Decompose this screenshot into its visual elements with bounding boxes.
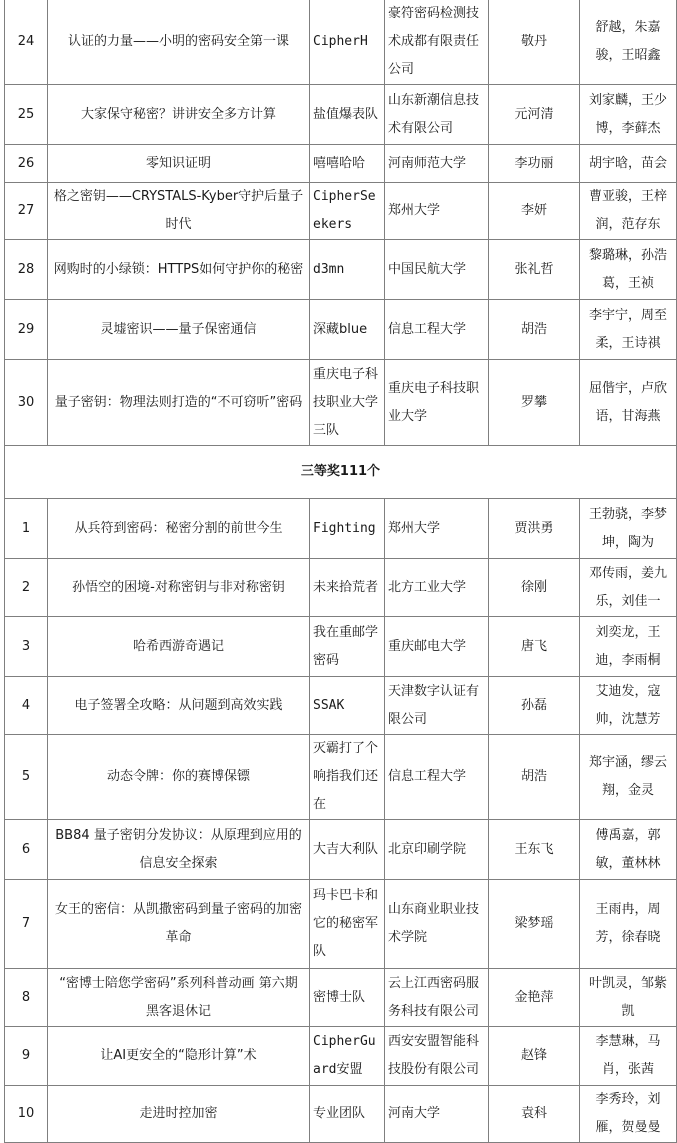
work-title: 让AI更安全的“隐形计算”术 (48, 1027, 310, 1086)
row-number: 10 (5, 1086, 48, 1143)
team-name: 嘻嘻哈哈 (310, 145, 385, 183)
team-members: 曹亚骏，王梓润，范存东 (580, 183, 677, 240)
team-members: 胡宇晗，苗会 (580, 145, 677, 183)
team-name: 玛卡巴卡和它的秘密军队 (310, 880, 385, 969)
team-members: 屈偕宇，卢欣语，甘海燕 (580, 360, 677, 446)
team-members: 艾迪发，寇帅，沈慧芳 (580, 677, 677, 735)
organization: 信息工程大学 (385, 300, 489, 360)
organization: 北方工业大学 (385, 559, 489, 617)
tutor-name: 孙磊 (489, 677, 580, 735)
award-table-section (5, 446, 677, 499)
row-number: 29 (5, 300, 48, 360)
table-row (5, 360, 677, 446)
organization: 信息工程大学 (385, 735, 489, 820)
row-number: 4 (5, 677, 48, 735)
organization: 西安安盟智能科技股份有限公司 (385, 1027, 489, 1086)
team-name: 未来拾荒者 (310, 559, 385, 617)
row-number: 6 (5, 820, 48, 880)
table-row (5, 145, 677, 183)
table-row (5, 85, 677, 145)
row-number: 8 (5, 969, 48, 1027)
team-name: 密博士队 (310, 969, 385, 1027)
team-name: Fighting (310, 499, 385, 559)
team-members: 邓传雨，姜九乐，刘佳一 (580, 559, 677, 617)
organization: 北京印刷学院 (385, 820, 489, 880)
team-name: CipherGuard安盟 (310, 1027, 385, 1086)
organization: 河南大学 (385, 1086, 489, 1143)
organization: 云上江西密码服务科技有限公司 (385, 969, 489, 1027)
organization: 郑州大学 (385, 499, 489, 559)
section-header-row (5, 446, 677, 499)
table-row (5, 820, 677, 880)
award-table (4, 0, 677, 1143)
table-row (5, 559, 677, 617)
tutor-name: 李妍 (489, 183, 580, 240)
team-name: 专业团队 (310, 1086, 385, 1143)
tutor-name: 元河清 (489, 85, 580, 145)
row-number: 5 (5, 735, 48, 820)
table-row (5, 735, 677, 820)
tutor-name: 张礼哲 (489, 240, 580, 300)
row-number: 25 (5, 85, 48, 145)
team-members: 李秀玲，刘雁，贺曼曼 (580, 1086, 677, 1143)
team-name: d3mn (310, 240, 385, 300)
team-members: 王雨冉，周芳，徐春晓 (580, 880, 677, 969)
team-members: 郑宇涵，缪云翔，金灵 (580, 735, 677, 820)
team-members: 叶凯灵，邹紫凯 (580, 969, 677, 1027)
row-number: 3 (5, 617, 48, 677)
table-row (5, 240, 677, 300)
team-members: 黎璐琳，孙浩葛，王祯 (580, 240, 677, 300)
table-row (5, 0, 677, 85)
organization: 河南师范大学 (385, 145, 489, 183)
organization: 山东商业职业技术学院 (385, 880, 489, 969)
team-members: 刘家麟，王少博，李藓杰 (580, 85, 677, 145)
organization: 豪符密码检测技术成都有限责任公司 (385, 0, 489, 85)
table-row (5, 1027, 677, 1086)
award-table-body-lower (5, 499, 677, 1143)
work-title: 从兵符到密码：秘密分割的前世今生 (48, 499, 310, 559)
team-members: 傅禹嘉，郭敏，董林林 (580, 820, 677, 880)
team-members: 王勃骁，李梦坤，陶为 (580, 499, 677, 559)
organization: 重庆邮电大学 (385, 617, 489, 677)
team-name: 盐值爆表队 (310, 85, 385, 145)
tutor-name: 胡浩 (489, 300, 580, 360)
tutor-name: 徐刚 (489, 559, 580, 617)
team-name: 我在重邮学密码 (310, 617, 385, 677)
tutor-name: 贾洪勇 (489, 499, 580, 559)
tutor-name: 胡浩 (489, 735, 580, 820)
team-members: 李慧琳，马肖，张茜 (580, 1027, 677, 1086)
team-name: 重庆电子科技职业大学三队 (310, 360, 385, 446)
award-table-body-upper (5, 0, 677, 446)
work-title: 量子密钥：物理法则打造的“不可窃听”密码 (48, 360, 310, 446)
row-number: 26 (5, 145, 48, 183)
table-row (5, 1086, 677, 1143)
work-title: 孙悟空的困境-对称密钥与非对称密钥 (48, 559, 310, 617)
work-title: BB84 量子密钥分发协议：从原理到应用的信息安全探索 (48, 820, 310, 880)
row-number: 28 (5, 240, 48, 300)
row-number: 9 (5, 1027, 48, 1086)
tutor-name: 赵锋 (489, 1027, 580, 1086)
tutor-name: 李功丽 (489, 145, 580, 183)
work-title: 哈希西游奇遇记 (48, 617, 310, 677)
organization: 天津数字认证有限公司 (385, 677, 489, 735)
table-row (5, 183, 677, 240)
work-title: 大家保守秘密？讲讲安全多方计算 (48, 85, 310, 145)
tutor-name: 梁梦瑶 (489, 880, 580, 969)
team-name: 大吉大利队 (310, 820, 385, 880)
table-row (5, 677, 677, 735)
team-members: 李宇宁，周至柔，王诗祺 (580, 300, 677, 360)
tutor-name: 袁科 (489, 1086, 580, 1143)
organization: 郑州大学 (385, 183, 489, 240)
team-members: 刘奕龙，王迪，李雨桐 (580, 617, 677, 677)
tutor-name: 罗攀 (489, 360, 580, 446)
tutor-name: 王东飞 (489, 820, 580, 880)
work-title: “密博士陪您学密码”系列科普动画 第六期 黑客退休记 (48, 969, 310, 1027)
table-row (5, 969, 677, 1027)
work-title: 女王的密信：从凯撒密码到量子密码的加密革命 (48, 880, 310, 969)
work-title: 电子签署全攻略：从问题到高效实践 (48, 677, 310, 735)
work-title: 格之密钥——CRYSTALS-Kyber守护后量子时代 (48, 183, 310, 240)
team-name: 深藏blue (310, 300, 385, 360)
table-row (5, 499, 677, 559)
work-title: 认证的力量——小明的密码安全第一课 (48, 0, 310, 85)
work-title: 网购时的小绿锁：HTTPS如何守护你的秘密 (48, 240, 310, 300)
team-name: 灭霸打了个响指我们还在 (310, 735, 385, 820)
team-members: 舒越，朱嘉骏，王昭鑫 (580, 0, 677, 85)
team-name: CipherSeekers (310, 183, 385, 240)
row-number: 2 (5, 559, 48, 617)
section-header-cell: 三等奖111个 (5, 446, 677, 499)
row-number: 27 (5, 183, 48, 240)
table-row (5, 617, 677, 677)
team-name: SSAK (310, 677, 385, 735)
work-title: 动态令牌：你的赛博保镖 (48, 735, 310, 820)
table-row (5, 300, 677, 360)
tutor-name: 敬丹 (489, 0, 580, 85)
table-row (5, 880, 677, 969)
team-name: CipherH (310, 0, 385, 85)
organization: 中国民航大学 (385, 240, 489, 300)
row-number: 24 (5, 0, 48, 85)
organization: 山东新潮信息技术有限公司 (385, 85, 489, 145)
row-number: 1 (5, 499, 48, 559)
organization: 重庆电子科技职业大学 (385, 360, 489, 446)
row-number: 30 (5, 360, 48, 446)
tutor-name: 唐飞 (489, 617, 580, 677)
tutor-name: 金艳萍 (489, 969, 580, 1027)
work-title: 灵墟密识——量子保密通信 (48, 300, 310, 360)
row-number: 7 (5, 880, 48, 969)
work-title: 走进时控加密 (48, 1086, 310, 1143)
work-title: 零知识证明 (48, 145, 310, 183)
